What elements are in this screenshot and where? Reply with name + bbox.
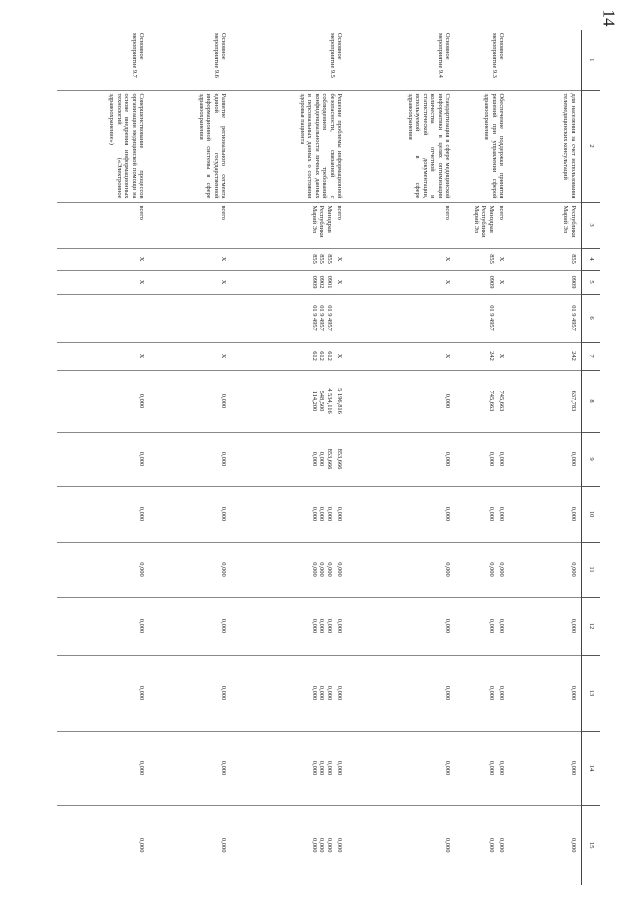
cell-col-11 bbox=[58, 542, 150, 597]
cell-value: 0,000 bbox=[444, 451, 452, 467]
cell-col-10 bbox=[58, 486, 150, 542]
cell-value: X bbox=[138, 256, 146, 262]
cell-col-5 bbox=[510, 270, 582, 294]
cell-value: 0,000 bbox=[310, 506, 318, 522]
cell-value: 0,000 bbox=[487, 618, 495, 634]
cell-value: 0,000 bbox=[498, 685, 506, 701]
cell-col-8 bbox=[456, 370, 510, 432]
cell-col-13 bbox=[232, 655, 348, 731]
cell-value: 0902 bbox=[318, 275, 326, 289]
cell-col-15 bbox=[232, 805, 348, 885]
cell-value: 0,000 bbox=[444, 506, 452, 522]
cell-col-14 bbox=[232, 731, 348, 805]
cell-value: 01 9 4957 bbox=[318, 305, 326, 331]
cell-col-12 bbox=[58, 597, 150, 655]
cell-value: 0,000 bbox=[487, 838, 495, 853]
cell-value: X bbox=[220, 256, 228, 262]
cell-col-13 bbox=[510, 655, 582, 731]
cell-col-14 bbox=[456, 731, 510, 805]
column-header: 5 bbox=[582, 270, 601, 294]
cell-value: X bbox=[138, 279, 146, 285]
cell-col-7 bbox=[232, 342, 348, 370]
activity-description: Развитие регионального сегмента единой государственной информационной системы в сфере здравоохранения bbox=[150, 90, 232, 202]
column-header: 4 bbox=[582, 248, 601, 270]
cell-value: 01 9 4957 bbox=[310, 305, 318, 331]
table-header-row bbox=[582, 30, 601, 885]
cell-value: 745,663 bbox=[487, 390, 495, 412]
cell-value: 0,000 bbox=[220, 838, 228, 853]
activity-description: Совершенствование процессов организации медицинской помощи на основе внедрения информационных технологий («Электронное здравоохранение») bbox=[58, 90, 150, 202]
cell-value: 0,000 bbox=[310, 760, 318, 776]
cell-value: 855 bbox=[570, 254, 577, 264]
cell-value: 0,000 bbox=[138, 760, 146, 776]
cell-col-12 bbox=[348, 597, 456, 655]
cell-col-3 bbox=[456, 202, 510, 248]
cell-col-6 bbox=[58, 294, 150, 342]
cell-value: 0,000 bbox=[318, 838, 326, 853]
cell-value: 0,000 bbox=[220, 506, 228, 522]
cell-value: 0,000 bbox=[444, 760, 452, 776]
cell-value: 0,000 bbox=[310, 562, 318, 577]
cell-value: X bbox=[220, 279, 228, 285]
cell-value: X bbox=[444, 353, 452, 359]
activity-description: Обеспечение поддержки принятия решений при управлении сферой здравоохранения bbox=[456, 90, 510, 202]
cell-value: 0,000 bbox=[325, 760, 333, 776]
cell-col-4 bbox=[150, 248, 232, 270]
cell-value: 855 bbox=[325, 254, 333, 264]
cell-value: 0,000 bbox=[498, 506, 506, 522]
cell-value: 0,000 bbox=[220, 451, 228, 467]
cell-value: 0,000 bbox=[570, 618, 577, 634]
column-header: 11 bbox=[582, 542, 601, 597]
cell-value: 0,000 bbox=[498, 562, 506, 577]
cell-col-3 bbox=[510, 202, 582, 248]
cell-value bbox=[498, 298, 506, 339]
cell-col-9 bbox=[348, 432, 456, 486]
cell-col-8 bbox=[348, 370, 456, 432]
cell-value: 0,000 bbox=[444, 618, 452, 634]
cell-col-15 bbox=[150, 805, 232, 885]
cell-col-4 bbox=[348, 248, 456, 270]
activity-description: для населения за счет использования телемедицинских консультаций bbox=[510, 90, 582, 202]
cell-value: 855 bbox=[318, 254, 326, 264]
cell-col-5 bbox=[58, 270, 150, 294]
activity-description: Решение проблемы информационной безопасности, связанной с соблюдением требований конфиденциальности личных данных и персональных данных о состоянии здоровья пациента bbox=[232, 90, 348, 202]
cell-value: X bbox=[220, 353, 228, 359]
cell-col-5 bbox=[456, 270, 510, 294]
cell-col-4 bbox=[510, 248, 582, 270]
cell-col-5 bbox=[232, 270, 348, 294]
table-row bbox=[58, 30, 150, 885]
activity-code: Основное мероприятие 9.4 bbox=[436, 33, 452, 78]
cell-value: 0,000 bbox=[487, 685, 495, 701]
cell-value: 0,000 bbox=[336, 685, 344, 701]
cell-value: Республики Марий Эл bbox=[562, 205, 577, 238]
cell-value: X bbox=[498, 279, 506, 285]
cell-col-6 bbox=[232, 294, 348, 342]
cell-value: 0,000 bbox=[325, 618, 333, 634]
cell-value: 855 bbox=[487, 254, 495, 264]
cell-value: 0,000 bbox=[570, 838, 577, 853]
cell-col-9 bbox=[58, 432, 150, 486]
cell-col-10 bbox=[456, 486, 510, 542]
cell-col-14 bbox=[58, 731, 150, 805]
cell-value bbox=[220, 298, 228, 339]
cell-value: 0901 bbox=[325, 275, 333, 289]
cell-value: 0,000 bbox=[220, 685, 228, 701]
cell-col-7 bbox=[348, 342, 456, 370]
column-header: 2 bbox=[582, 90, 601, 202]
table-row bbox=[510, 30, 582, 885]
column-header: 7 bbox=[582, 342, 601, 370]
activity-code: Основное мероприятие 9.7 bbox=[130, 33, 146, 78]
cell-value: 0,000 bbox=[220, 760, 228, 776]
cell-value: 0,000 bbox=[498, 451, 506, 467]
cell-value: Минздрав Республики Марий Эл bbox=[472, 205, 495, 238]
cell-value: X bbox=[444, 279, 452, 285]
cell-value: 0,000 bbox=[325, 562, 333, 577]
cell-value bbox=[138, 298, 146, 339]
cell-col-9 bbox=[510, 432, 582, 486]
column-header: 6 bbox=[582, 294, 601, 342]
cell-col-10 bbox=[348, 486, 456, 542]
budget-table bbox=[58, 30, 601, 885]
cell-value: 853,666 bbox=[325, 448, 333, 470]
cell-col-7 bbox=[456, 342, 510, 370]
cell-value: X bbox=[498, 256, 506, 262]
cell-col-13 bbox=[150, 655, 232, 731]
cell-value: 01 9 4957 bbox=[487, 305, 495, 331]
cell-col-12 bbox=[150, 597, 232, 655]
cell-col-11 bbox=[456, 542, 510, 597]
cell-value: 0,000 bbox=[310, 838, 318, 853]
cell-value: 0,000 bbox=[310, 451, 318, 467]
page-number: 14 bbox=[599, 9, 619, 27]
cell-col-8 bbox=[510, 370, 582, 432]
column-header: 13 bbox=[582, 655, 601, 731]
cell-value: 0,000 bbox=[570, 562, 577, 577]
cell-value: 0,000 bbox=[444, 838, 452, 853]
cell-col-12 bbox=[232, 597, 348, 655]
cell-value: 745,663 bbox=[498, 390, 506, 412]
cell-value: 0,000 bbox=[325, 506, 333, 522]
activity-code: Основное мероприятие 9.5 bbox=[328, 33, 344, 78]
cell-col-5 bbox=[150, 270, 232, 294]
cell-value: 0,000 bbox=[336, 838, 344, 853]
cell-col-3 bbox=[348, 202, 456, 248]
cell-value: 0,000 bbox=[498, 838, 506, 853]
column-header: 1 bbox=[582, 30, 601, 90]
cell-value: X bbox=[336, 353, 344, 359]
cell-value: 0909 bbox=[570, 275, 577, 289]
cell-value: 0,000 bbox=[318, 451, 326, 467]
table-row bbox=[150, 30, 232, 885]
cell-value: 0,000 bbox=[570, 451, 577, 467]
cell-value: 612 bbox=[310, 351, 318, 361]
cell-value: 0909 bbox=[487, 275, 495, 289]
cell-col-11 bbox=[348, 542, 456, 597]
cell-value: X bbox=[444, 256, 452, 262]
cell-col-12 bbox=[510, 597, 582, 655]
cell-value: 0,000 bbox=[336, 562, 344, 577]
cell-value: X bbox=[336, 256, 344, 262]
cell-col-13 bbox=[58, 655, 150, 731]
cell-value: 855 bbox=[310, 254, 318, 264]
cell-col-10 bbox=[150, 486, 232, 542]
activity-code bbox=[510, 30, 582, 90]
cell-value: 0,000 bbox=[336, 506, 344, 522]
cell-value: X bbox=[336, 279, 344, 285]
cell-col-13 bbox=[348, 655, 456, 731]
cell-value: 0,000 bbox=[138, 393, 146, 409]
cell-value: X bbox=[138, 353, 146, 359]
cell-col-3 bbox=[232, 202, 348, 248]
cell-col-15 bbox=[456, 805, 510, 885]
cell-col-7 bbox=[58, 342, 150, 370]
cell-col-11 bbox=[150, 542, 232, 597]
cell-col-8 bbox=[232, 370, 348, 432]
cell-value: Минздрав Республики Марий Эл bbox=[310, 205, 333, 238]
cell-value: 4 534,116 bbox=[325, 388, 333, 414]
cell-value: 0,000 bbox=[318, 618, 326, 634]
cell-col-12 bbox=[456, 597, 510, 655]
cell-value: 0,000 bbox=[310, 685, 318, 701]
cell-col-6 bbox=[150, 294, 232, 342]
cell-col-7 bbox=[510, 342, 582, 370]
column-header: 3 bbox=[582, 202, 601, 248]
cell-value: 0,000 bbox=[318, 506, 326, 522]
cell-col-3 bbox=[58, 202, 150, 248]
column-header: 12 bbox=[582, 597, 601, 655]
rotated-table-sheet bbox=[95, 30, 600, 885]
cell-col-13 bbox=[456, 655, 510, 731]
cell-col-8 bbox=[150, 370, 232, 432]
cell-value: 114,200 bbox=[310, 390, 318, 412]
activity-code: Основное мероприятие 9.3 bbox=[490, 33, 506, 78]
cell-value: 612 bbox=[318, 351, 326, 361]
table-row bbox=[232, 30, 348, 885]
table-row bbox=[348, 30, 456, 885]
column-header: 14 bbox=[582, 731, 601, 805]
cell-value: X bbox=[498, 353, 506, 359]
cell-col-7 bbox=[150, 342, 232, 370]
cell-value: 5 196,816 bbox=[336, 388, 344, 414]
cell-value: 0,000 bbox=[487, 451, 495, 467]
activity-description: Стандартизация в сфере медицинской информатики в целях оптимизации количества отчетной и статистической документации, используемой в сфере здравоохранения bbox=[348, 90, 456, 202]
cell-value: 0,000 bbox=[138, 618, 146, 634]
cell-value: 0,000 bbox=[487, 506, 495, 522]
cell-value: 0,000 bbox=[318, 562, 326, 577]
cell-col-15 bbox=[510, 805, 582, 885]
cell-value: 01 9 4957 bbox=[570, 305, 577, 331]
cell-col-4 bbox=[232, 248, 348, 270]
cell-col-11 bbox=[232, 542, 348, 597]
cell-value: 0,000 bbox=[444, 393, 452, 409]
column-header: 10 bbox=[582, 486, 601, 542]
cell-value: 0,000 bbox=[325, 838, 333, 853]
cell-value: 0,000 bbox=[220, 562, 228, 577]
column-header: 9 bbox=[582, 432, 601, 486]
cell-value: 0,000 bbox=[487, 760, 495, 776]
cell-value: 0,000 bbox=[336, 618, 344, 634]
cell-value: 0,000 bbox=[487, 562, 495, 577]
cell-col-6 bbox=[456, 294, 510, 342]
cell-col-3 bbox=[150, 202, 232, 248]
cell-col-15 bbox=[58, 805, 150, 885]
column-header: 8 bbox=[582, 370, 601, 432]
cell-value: 548,500 bbox=[318, 390, 326, 412]
cell-value: 0,000 bbox=[220, 393, 228, 409]
cell-value: всего bbox=[220, 205, 228, 220]
cell-value: 242 bbox=[487, 351, 495, 361]
cell-value: 0,000 bbox=[138, 838, 146, 853]
cell-col-10 bbox=[510, 486, 582, 542]
cell-value: 0,000 bbox=[138, 685, 146, 701]
cell-col-10 bbox=[232, 486, 348, 542]
cell-value: 0,000 bbox=[310, 618, 318, 634]
cell-value: всего bbox=[498, 205, 506, 220]
cell-value: 0,000 bbox=[318, 760, 326, 776]
column-header: 15 bbox=[582, 805, 601, 885]
cell-col-4 bbox=[58, 248, 150, 270]
cell-value: 0,000 bbox=[444, 562, 452, 577]
cell-value: 0,000 bbox=[325, 685, 333, 701]
cell-value: 01 9 4957 bbox=[325, 305, 333, 331]
cell-col-14 bbox=[510, 731, 582, 805]
cell-value: 0,000 bbox=[570, 685, 577, 701]
cell-col-5 bbox=[348, 270, 456, 294]
cell-value: 0,000 bbox=[444, 685, 452, 701]
cell-col-11 bbox=[510, 542, 582, 597]
cell-value: всего bbox=[444, 205, 452, 220]
cell-value: 0,000 bbox=[220, 618, 228, 634]
cell-col-6 bbox=[510, 294, 582, 342]
cell-value: 0,000 bbox=[318, 685, 326, 701]
cell-col-15 bbox=[348, 805, 456, 885]
cell-value: 242 bbox=[570, 351, 577, 361]
cell-col-9 bbox=[456, 432, 510, 486]
activity-code: Основное мероприятие 9.6 bbox=[212, 33, 228, 78]
cell-value: 0,000 bbox=[138, 451, 146, 467]
cell-col-6 bbox=[348, 294, 456, 342]
cell-value bbox=[444, 298, 452, 339]
cell-value: 0,000 bbox=[138, 506, 146, 522]
cell-col-8 bbox=[58, 370, 150, 432]
cell-value: 0,000 bbox=[570, 506, 577, 522]
cell-col-9 bbox=[232, 432, 348, 486]
cell-value: 612 bbox=[325, 351, 333, 361]
cell-value: 0909 bbox=[310, 275, 318, 289]
cell-col-14 bbox=[150, 731, 232, 805]
cell-value: всего bbox=[138, 205, 146, 220]
cell-value: 853,666 bbox=[336, 448, 344, 470]
cell-value: 0,000 bbox=[336, 760, 344, 776]
cell-value: 637,783 bbox=[570, 390, 577, 412]
cell-col-4 bbox=[456, 248, 510, 270]
cell-col-14 bbox=[348, 731, 456, 805]
table-row bbox=[456, 30, 510, 885]
cell-col-9 bbox=[150, 432, 232, 486]
cell-value: 0,000 bbox=[138, 562, 146, 577]
cell-value: всего bbox=[336, 205, 344, 220]
cell-value: 0,000 bbox=[498, 618, 506, 634]
cell-value: 0,000 bbox=[570, 760, 577, 776]
cell-value bbox=[336, 298, 344, 339]
cell-value: 0,000 bbox=[498, 760, 506, 776]
